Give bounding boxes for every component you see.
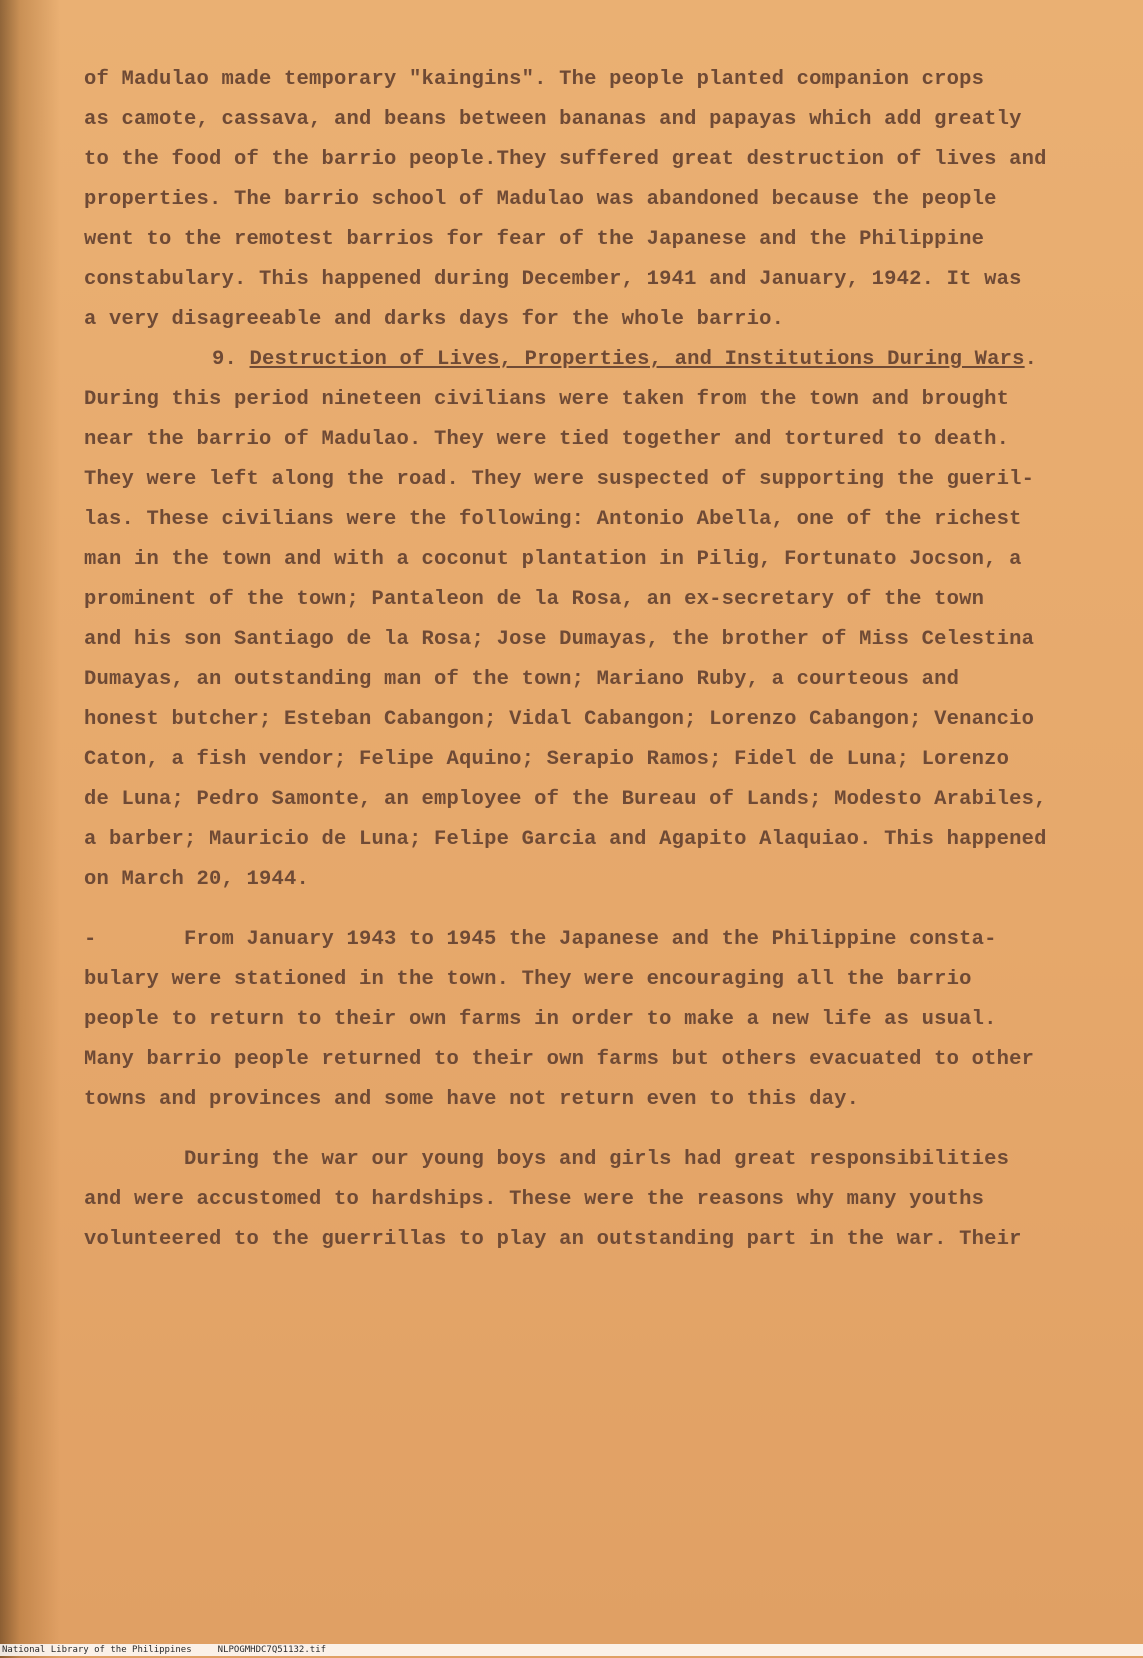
- text-line: Caton, a fish vendor; Felipe Aquino; Serapio Ramos; Fidel de Luna; Lorenzo: [84, 748, 1010, 771]
- text-line: people to return to their own farms in order to make a new life as usual.: [84, 1008, 997, 1031]
- paragraph-3: [84, 920, 1114, 1120]
- paragraph-1: [84, 60, 1114, 340]
- text-line: near the barrio of Madulao. They were tied together and tortured to death.: [84, 428, 1010, 451]
- first-line-text: From January 1943 to 1945 the Japanese and the Philippine consta-: [184, 928, 997, 951]
- text-line: on March 20, 1944.: [84, 868, 310, 891]
- typewritten-text: [84, 60, 1114, 1260]
- text-line: and his son Santiago de la Rosa; Jose Dumayas, the brother of Miss Celestina: [84, 628, 1035, 651]
- text-line-first: [84, 920, 1114, 960]
- text-line: Many barrio people returned to their own farms but others evacuated to other: [84, 1048, 1035, 1071]
- text-line: of Madulao made temporary "kaingins". The people planted companion crops: [84, 68, 985, 91]
- text-line: They were left along the road. They were suspected of supporting the gueril-: [84, 468, 1035, 491]
- scan-footer: [0, 1644, 1143, 1656]
- section-title-end: .: [1024, 348, 1038, 371]
- paragraph-4: [84, 1140, 1114, 1260]
- text-line: bulary were stationed in the town. They were encouraging all the barrio: [84, 968, 972, 991]
- section-9: [84, 340, 1114, 900]
- text-line: a barber; Mauricio de Luna; Felipe Garcia and Agapito Alaquiao. This happened: [84, 828, 1047, 851]
- text-line: and were accustomed to hardships. These were the reasons why many youths: [84, 1188, 985, 1211]
- text-line: went to the remotest barrios for fear of the Japanese and the Philippine: [84, 228, 985, 251]
- text-line: volunteered to the guerrillas to play an outstanding part in the war. Their: [84, 1228, 1022, 1251]
- text-line: las. These civilians were the following: Antonio Abella, one of the richest: [84, 508, 1022, 531]
- section-number: 9.: [212, 348, 238, 371]
- section-heading: [212, 340, 1114, 380]
- footer-library: National Library of the Philippines: [2, 1645, 192, 1655]
- text-line: de Luna; Pedro Samonte, an employee of the Bureau of Lands; Modesto Arabiles,: [84, 788, 1047, 811]
- text-line: a very disagreeable and darks days for the whole barrio.: [84, 308, 785, 331]
- footer-filename: NLPOGMHDC7Q51132.tif: [217, 1645, 327, 1655]
- text-line: towns and provinces and some have not return even to this day.: [84, 1088, 860, 1111]
- text-line: to the food of the barrio people.They suffered great destruction of lives and: [84, 148, 1047, 171]
- text-line: prominent of the town; Pantaleon de la Rosa, an ex-secretary of the town: [84, 588, 985, 611]
- text-line: constabulary. This happened during December, 1941 and January, 1942. It was: [84, 268, 1022, 291]
- margin-dash: -: [84, 928, 97, 951]
- text-line: honest butcher; Esteban Cabangon; Vidal Cabangon; Lorenzo Cabangon; Venancio: [84, 708, 1035, 731]
- text-line: as camote, cassava, and beans between bananas and papayas which add greatly: [84, 108, 1022, 131]
- text-line-first: During the war our young boys and girls had great responsibilities: [184, 1148, 1010, 1171]
- text-line: man in the town and with a coconut plantation in Pilig, Fortunato Jocson, a: [84, 548, 1022, 571]
- text-line: During this period nineteen civilians were taken from the town and brought: [84, 388, 1010, 411]
- section-title: Destruction of Lives, Properties, and Institutions During Wars: [249, 348, 1025, 371]
- text-line: properties. The barrio school of Madulao was abandoned because the people: [84, 188, 997, 211]
- text-line: Dumayas, an outstanding man of the town; Mariano Ruby, a courteous and: [84, 668, 960, 691]
